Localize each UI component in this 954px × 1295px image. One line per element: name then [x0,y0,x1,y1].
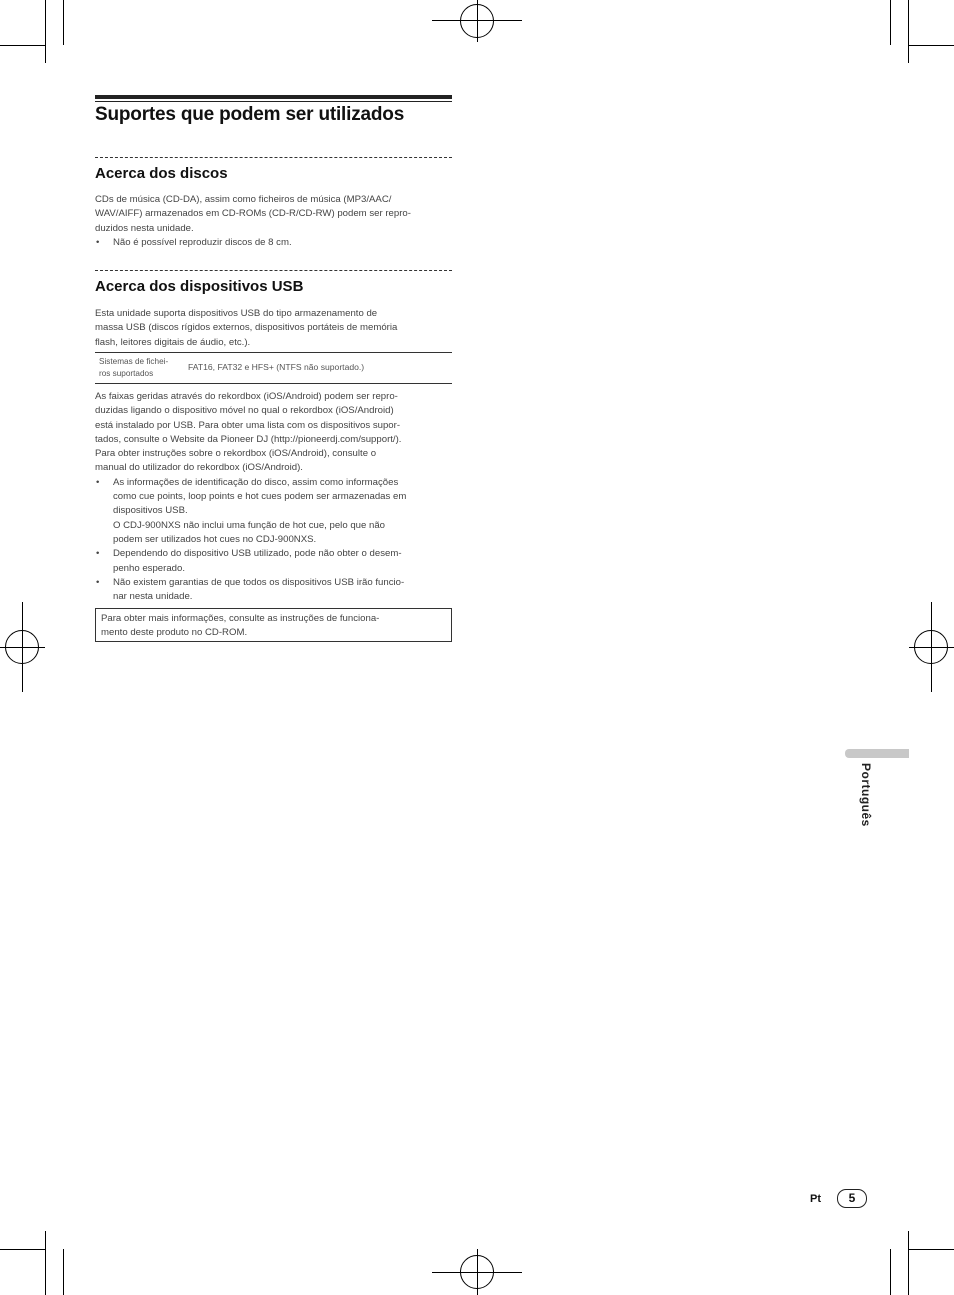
section-heading-usb: Acerca dos dispositivos USB [95,278,304,295]
table-label-line: Sistemas de fichei- [99,357,169,366]
bullet-marker: • [96,236,100,248]
table-value-cell: FAT16, FAT32 e HFS+ (NTFS não suportado.) [188,362,365,372]
text-line: tados, consulte o Website da Pioneer DJ (http://pioneerdj.com/support/). [95,433,402,445]
section-heading-discs: Acerca dos discos [95,165,228,182]
section-divider [95,157,452,158]
text-line: massa USB (discos rígidos externos, dispositivos portáteis de memória [95,322,398,334]
bullet-text: nar nesta unidade. [113,591,193,603]
text-line: Esta unidade suporta dispositivos USB do tipo armazenamento de [95,308,378,319]
text-line: manual do utilizador do rekordbox (iOS/Android). [95,462,303,474]
footer-language-code: Pt [810,1193,821,1205]
bullet-marker: • [96,476,100,488]
bullet-text: dispositivos USB. [113,505,188,517]
usb-intro-paragraph [95,307,455,350]
table-label-cell [99,356,168,380]
text-line: duzidos nesta unidade. [95,222,194,234]
list-item [95,236,455,250]
list-item [95,576,455,605]
text-line: flash, leitores digitais de áudio, etc.). [95,336,251,348]
bullet-text: O CDJ-900NXS não inclui uma função de hot cue, pelo que não [113,519,385,531]
bullet-marker: • [96,548,100,560]
bullet-text: podem ser utilizados hot cues no CDJ-900NXS. [113,533,317,545]
language-tab-label: Português [859,763,873,827]
page-title: Suportes que podem ser utilizados [95,104,405,125]
bullet-text: Não existem garantias de que todos os dispositivos USB irão funcio- [113,576,405,588]
table-label-line: ros suportados [99,369,154,378]
list-item [95,476,455,547]
text-line: Para obter instruções sobre o rekordbox (iOS/Android), consulte o [95,448,377,460]
title-rule-thin [95,101,452,102]
text-line: mento deste produto no CD-ROM. [101,627,248,638]
bullet-text: Não é possível reproduzir discos de 8 cm. [113,236,292,248]
section-divider [95,270,452,271]
file-system-table [95,352,452,384]
text-line: está instalado por USB. Para obter uma lista com os dispositivos supor- [95,419,401,431]
title-rule [95,95,452,99]
bullet-marker: • [96,576,100,588]
note-box [95,608,452,642]
bullet-text: As informações de identificação do disco, assim como informações [113,476,399,488]
text-line: WAV/AIFF) armazenados em CD-ROMs (CD-R/CD-RW) podem ser repro- [95,208,411,220]
discs-paragraph [95,193,455,250]
bullet-text: como cue points, loop points e hot cues podem ser armazenadas em [113,491,407,503]
text-line: duzidas ligando o dispositivo móvel no qual o rekordbox (iOS/Android) [95,405,394,417]
note-text [101,612,379,640]
bullet-text: Dependendo do dispositivo USB utilizado, pode não obter o desem- [113,548,402,560]
usb-body-paragraph [95,390,455,604]
text-line: As faixas geridas através do rekordbox (iOS/Android) podem ser repro- [95,391,398,402]
text-line: CDs de música (CD-DA), assim como ficheiros de música (MP3/AAC/ [95,194,392,205]
language-tab-marker [845,749,909,758]
bullet-text: penho esperado. [113,562,186,574]
page-number: 5 [837,1189,867,1208]
list-item [95,547,455,576]
text-line: Para obter mais informações, consulte as instruções de funciona- [101,613,380,624]
